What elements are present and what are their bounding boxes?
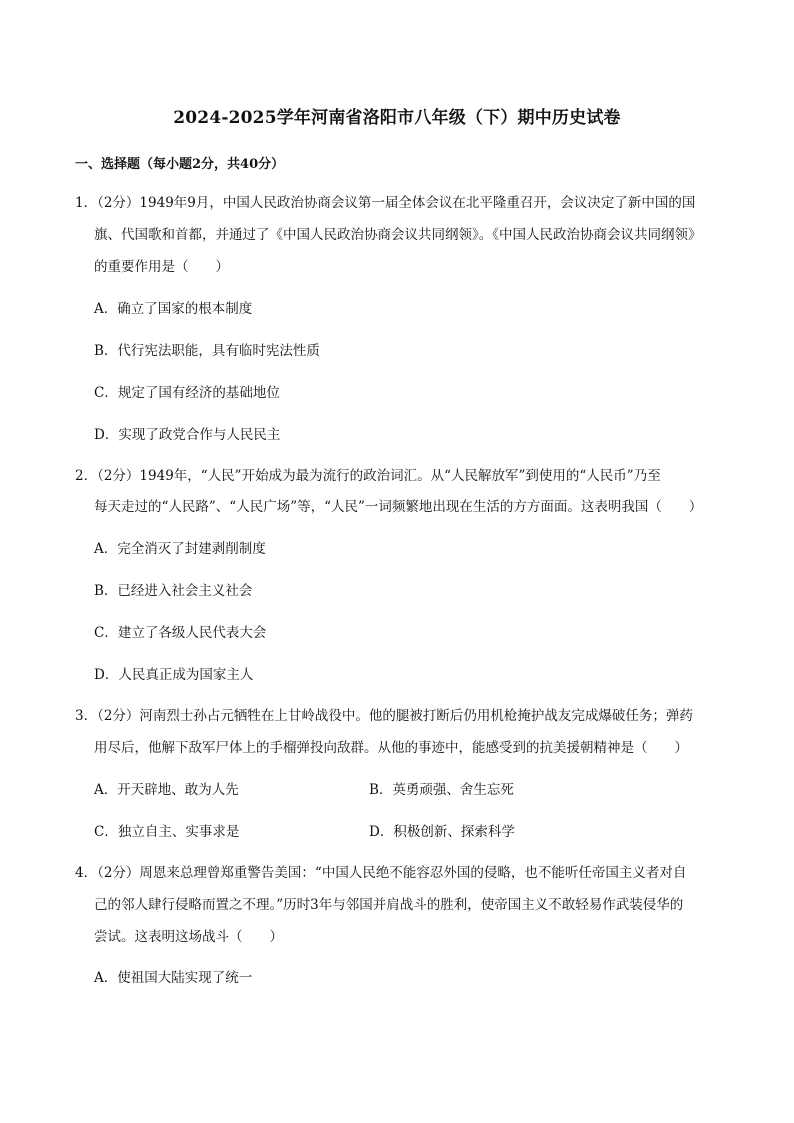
question-2-option-c: C．建立了各级人民代表大会 <box>94 625 267 641</box>
question-1-option-d: D．实现了政党合作与人民民主 <box>94 427 281 443</box>
question-1-line-1: 1．（2分）1949年9月，中国人民政治协商会议第一届全体会议在北平隆重召开，会议决定了新中国的国 <box>75 195 696 211</box>
question-4-line-3: 尝试。这表明这场战斗（ ） <box>94 929 283 945</box>
section-heading: 一、选择题（每小题2分，共40分） <box>75 157 285 172</box>
question-3-option-d: D．积极创新、探索科学 <box>369 824 515 840</box>
question-4-line-1: 4．（2分）周恩来总理曾郑重警告美国：“中国人民绝不能容忍外国的侵略，也不能听任帝国主义者对自 <box>75 865 687 881</box>
question-3-option-b: B．英勇顽强、舍生忘死 <box>369 782 514 798</box>
page-title: 2024-2025学年河南省洛阳市八年级（下）期中历史试卷 <box>173 108 621 128</box>
question-1-option-c: C．规定了国有经济的基础地位 <box>94 385 280 401</box>
question-3-option-a: A．开天辟地、敢为人先 <box>94 782 239 798</box>
question-4-line-2: 己的邻人肆行侵略而置之不理。”历时3年与邻国并肩战斗的胜利，使帝国主义不敢轻易作武装侵华的 <box>94 897 684 913</box>
question-1-line-2: 旗、代国歌和首都，并通过了《中国人民政治协商会议共同纲领》。《中国人民政治协商会议共同纲领》 <box>94 227 702 243</box>
question-2-line-2: 每天走过的“人民路”、“人民广场”等，“人民”一词频繁地出现在生活的方方面面。这表明我国（ ） <box>94 499 703 515</box>
question-3-line-2: 用尽后，他解下敌军尸体上的手榴弹投向敌群。从他的事迹中，能感受到的抗美援朝精神是（ ） <box>94 740 688 756</box>
question-2-option-d: D．人民真正成为国家主人 <box>94 667 254 683</box>
question-1-option-b: B．代行宪法职能，具有临时宪法性质 <box>94 343 320 359</box>
question-3-option-c: C．独立自主、实事求是 <box>94 824 240 840</box>
question-3-line-1: 3．（2分）河南烈士孙占元牺牲在上甘岭战役中。他的腿被打断后仍用机枪掩护战友完成爆破任务；弹药 <box>75 708 693 724</box>
question-2-option-a: A．完全消灭了封建剥削制度 <box>94 541 266 557</box>
question-1-option-a: A．确立了国家的根本制度 <box>94 301 253 317</box>
question-2-option-b: B．已经进入社会主义社会 <box>94 583 253 599</box>
question-1-line-3: 的重要作用是（ ） <box>94 259 229 275</box>
question-4-option-a: A．使祖国大陆实现了统一 <box>94 970 253 986</box>
question-2-line-1: 2．（2分）1949年，“人民”开始成为最为流行的政治词汇。从“人民解放军”到使用的“人民币”乃至 <box>75 468 661 484</box>
